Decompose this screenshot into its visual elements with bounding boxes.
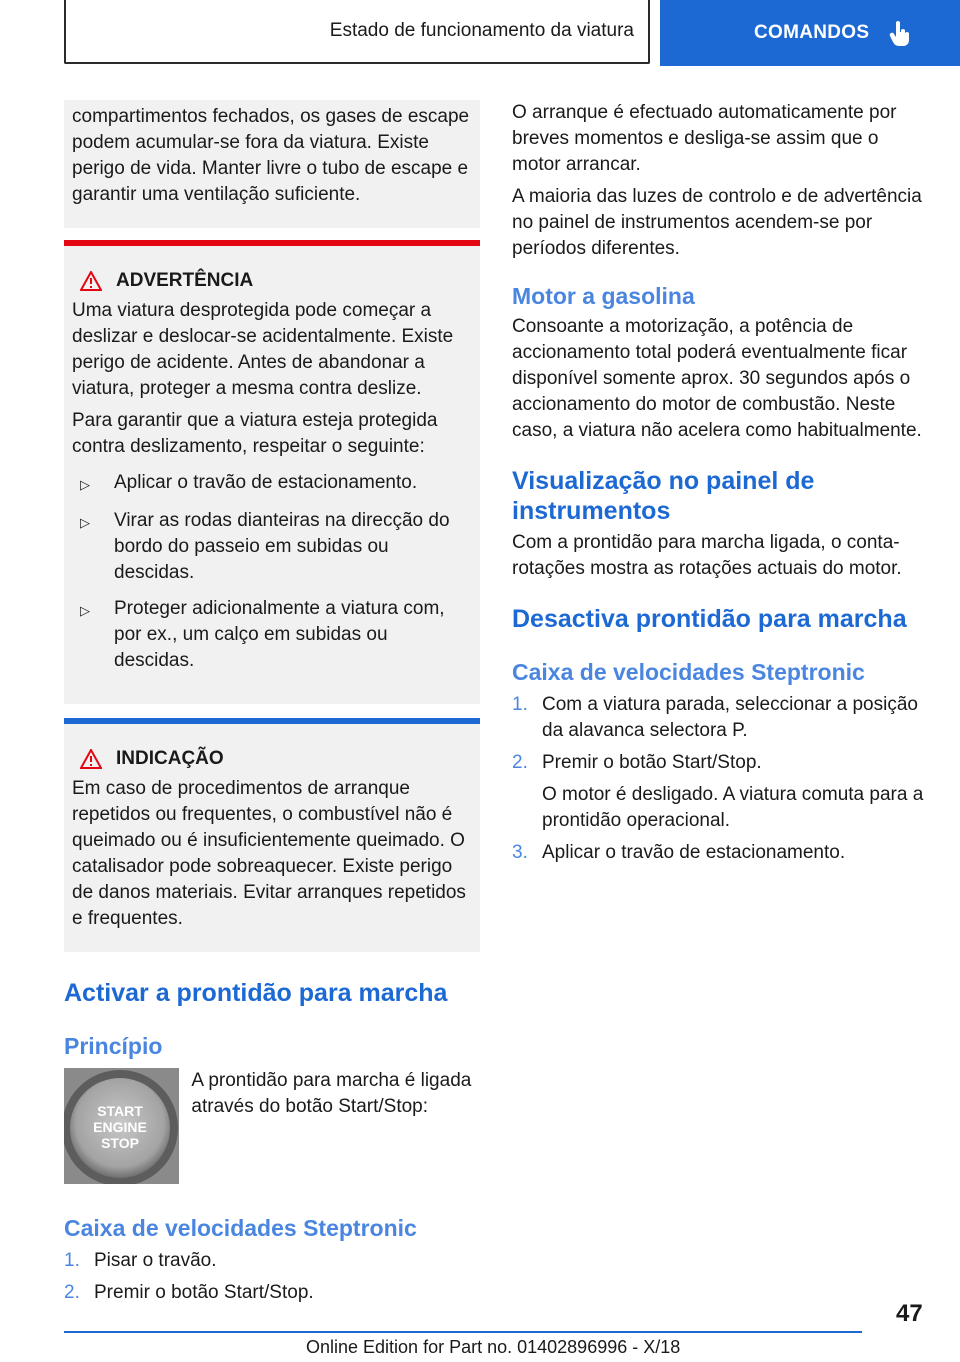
- heading-steptronic-left: Caixa de velocidades Steptronic: [64, 1215, 417, 1241]
- right-paragraph-1: O arranque é efectuado automaticamente por breves momentos e desliga-se assim que o motor arrancar.: [512, 102, 897, 175]
- list-item: 2. Premir o botão Start/Stop.: [64, 1282, 314, 1303]
- intro-text: compartimentos fechados, os gases de escape podem acumular-se fora da viatura. Existe perigo de vida. Manter livre o tubo de escape e garantir uma ventilação suficiente.: [72, 106, 470, 205]
- list-item: 1. Com a viatura parada, seleccionar a posição da alavanca selectora P.: [512, 694, 918, 741]
- bullet-triangle-icon: ▷: [80, 515, 90, 530]
- list-item: 2. Premir o botão Start/Stop.: [512, 752, 762, 773]
- warning-title-row: [72, 270, 472, 292]
- heading-gasoline: Motor a gasolina: [512, 283, 695, 309]
- button-word-start: START: [97, 1103, 143, 1119]
- notice-triangle-icon: [80, 749, 102, 769]
- warning-title: ADVERTÊNCIA: [116, 270, 254, 291]
- bullet-triangle-icon: ▷: [80, 603, 90, 618]
- left-column: [64, 100, 480, 1312]
- edition-text: Online Edition for Part no. 01402896996 - X/18: [306, 1337, 681, 1357]
- page-number: 47: [896, 1300, 923, 1327]
- warning-paragraph-2: Para garantir que a viatura esteja protegida contra deslizamento, respeitar o seguinte:: [72, 410, 438, 457]
- list-item: ▷ Aplicar o travão de estacionamento.: [72, 470, 472, 498]
- deactivate-steps: [512, 692, 926, 866]
- list-item: 3. Aplicar o travão de estacionamento.: [512, 842, 846, 863]
- warning-triangle-icon: [80, 271, 102, 291]
- list-item: ▷ Virar as rodas dianteiras na direcção do bordo do passeio em subidas ou descidas.: [72, 508, 472, 586]
- button-word-stop: STOP: [101, 1135, 139, 1151]
- section-title: Estado de funcionamento da viatura: [329, 20, 634, 41]
- exhaust-warning-continuation: [64, 100, 480, 228]
- notice-box: [64, 718, 480, 952]
- list-item: 1. Pisar o travão.: [64, 1250, 217, 1271]
- button-word-engine: ENGINE: [93, 1119, 147, 1135]
- footer-divider: [64, 1331, 862, 1333]
- notice-title-row: [72, 748, 472, 770]
- chapter-tab[interactable]: [660, 0, 960, 66]
- bullet-triangle-icon: ▷: [80, 477, 90, 492]
- display-text: Com a prontidão para marcha ligada, o conta-rotações mostra as rotações actuais do motor.: [512, 532, 902, 579]
- activate-steps: [64, 1248, 480, 1306]
- warning-box: [64, 240, 480, 704]
- notice-text: Em caso de procedimentos de arranque repetidos ou frequentes, o combustível não é queimado ou é insuficientemente queimado. O catalisador pode sobreaquecer. Existe perigo de danos materiais. Evitar arranques repetidos e frequentes.: [72, 778, 466, 929]
- heading-principle: Princípio: [64, 1033, 163, 1059]
- principle-text: A prontidão para marcha é ligada através do botão Start/Stop:: [191, 1070, 472, 1117]
- right-column: [512, 100, 926, 872]
- principle-row: [64, 1068, 480, 1184]
- heading-deactivate: Desactiva prontidão para marcha: [512, 605, 907, 633]
- start-stop-button-image: [64, 1068, 179, 1184]
- list-item-note: O motor é desligado. A viatura comuta para a prontidão operacional.: [542, 784, 924, 831]
- chapter-label: COMANDOS: [754, 22, 870, 43]
- list-item: ▷ Proteger adicionalmente a viatura com, por ex., um calço em subidas ou descidas.: [72, 596, 472, 674]
- warning-bullet-list: [72, 470, 472, 674]
- right-paragraph-2: A maioria das luzes de controlo e de advertência no painel de instrumentos acendem-se por períodos diferentes.: [512, 186, 922, 259]
- warning-paragraph-1: Uma viatura desprotegida pode começar a deslizar e deslocar-se acidentalmente. Existe perigo de acidente. Antes de abandonar a viatura, proteger a mesma contra deslize.: [72, 300, 454, 399]
- heading-activate: Activar a prontidão para marcha: [64, 979, 448, 1007]
- heading-display: Visualização no painel de instrumentos: [512, 467, 815, 525]
- gasoline-text: Consoante a motorização, a potência de accionamento total poderá eventualmente ficar disponível somente aprox. 30 segundos após o accionamento do motor de combustão. Neste caso, a viatura não acelera como habitualmente.: [512, 316, 922, 441]
- notice-title: INDICAÇÃO: [116, 748, 224, 769]
- section-header: [64, 0, 650, 64]
- hand-pointer-icon: [889, 20, 911, 46]
- start-engine-stop-icon: [64, 1068, 179, 1184]
- heading-steptronic-right: Caixa de velocidades Steptronic: [512, 659, 865, 685]
